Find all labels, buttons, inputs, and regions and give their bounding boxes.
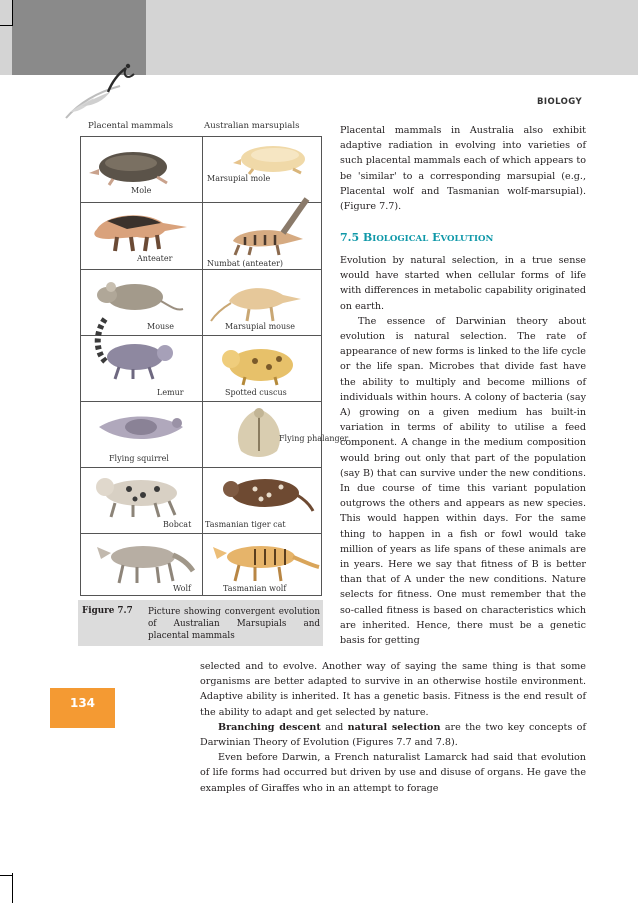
paragraph-2: The essence of Darwinian theory about evolution is natural selection. The rate of appearance of new forms is linked to the life cycle or the life span. Microbes that divide fast have the ability to multiply and become millions of individuals within hours. A colony of bacteria (say A) growing on a given medium has built-in variation in terms of ability to utilise a feed component. A change in the medium composition would bring out only that part of the population (say B) that can survive under the new conditions. In due course of time this variant population outgrows the others and appears as new species. This would happen within days. For the same thing to happen in a fish or fowl would take million of years as life spans of these animals are in years. Here we say that fitness of B is better than that of A under the new conditions. Nature selects for fitness. One must remember that the so-called fitness is based on characteristics which are inherited. Hence, there must be a genetic basis for getting (340, 315, 586, 647)
crop-mark (0, 25, 12, 26)
marsupial-label-tasmanian-tiger-cat: Tasmanian tiger cat (205, 520, 286, 529)
spotted-cuscus-illustration (215, 341, 311, 387)
figure-row-divider (81, 467, 321, 468)
paragraph-1: Evolution by natural selection, in a true sense would have started when cellular forms of life with differences in metabolic capability originated on earth. (340, 255, 586, 312)
figure-divider (202, 137, 203, 595)
flying-phalanger-illustration (227, 405, 291, 461)
section-title-rest1: IOLOGICAL (372, 234, 429, 244)
marsupial-label-numbat: Numbat (anteater) (207, 259, 284, 268)
paragraph-3-and: and (320, 721, 348, 733)
paragraph-4: Even before Darwin, a French naturalist Lamarck had said that evolution of life forms had occurred but driven by use and disuse of organs. He gave the examples of Giraffes who in an attempt to forage (200, 752, 586, 794)
intro-paragraph: Placental mammals in Australia also exhibit adaptive radiation in evolving into varieties of such placental mammals each of which appears to be 'similar' to a corresponding marsupial (e.g., Placental wolf and Tasmanian wolf-marsupial). (Figure 7.7). (340, 125, 586, 213)
lemur-illustration (89, 313, 179, 383)
tasmanian-wolf-illustration (205, 537, 321, 583)
marsupial-mole-illustration (231, 141, 317, 175)
bobcat-illustration (85, 471, 195, 521)
section-title-rest2: VOLUTION (440, 234, 494, 244)
marsupial-label-marsupial-mouse: Marsupial mouse (225, 322, 295, 331)
placental-label-anteater: Anteater (137, 254, 173, 263)
mole-illustration (87, 143, 179, 187)
paragraph-3-rest: are the two key concepts of Darwinian Theory of Evolution (Figures 7.7 and 7.8). (200, 721, 586, 749)
running-head: BIOLOGY (537, 97, 582, 107)
paragraph-2-continued: selected and to evolve. Another way of saying the same thing is that some organisms are better adapted to survive in an otherwise hostile environment. Adaptive ability is inherited. It has a genetic basis. Fitness is the end result of the ability to adapt and get selected by nature. (200, 661, 586, 718)
mouse-illustration (91, 277, 185, 317)
wolf-illustration (87, 537, 195, 587)
placental-label-wolf: Wolf (173, 584, 192, 593)
marsupial-label-flying-phalanger: Flying phalanger (279, 434, 349, 443)
right-column-body (340, 253, 586, 648)
flying-squirrel-illustration (91, 409, 191, 449)
section-title-e: E (432, 231, 441, 244)
marsupial-label-spotted-cuscus: Spotted cuscus (225, 388, 287, 397)
figure-row-divider (81, 533, 321, 534)
marsupial-label-tasmanian-wolf: Tasmanian wolf (223, 584, 287, 593)
paragraph-3 (200, 720, 586, 750)
term-natural-selection: natural selection (347, 721, 441, 733)
section-heading (340, 231, 493, 244)
marsupial-header: Australian marsupials (204, 121, 300, 131)
figure-caption: Picture showing convergent evolution of Australian Marsupials and placental mammals (148, 607, 320, 641)
figure-number: Figure 7.7 (82, 606, 133, 616)
placental-label-flying-squirrel: Flying squirrel (109, 454, 169, 463)
placental-label-mouse: Mouse (147, 322, 174, 331)
placental-label-lemur: Lemur (157, 388, 184, 397)
marsupial-label-marsupial-mole: Marsupial mole (207, 174, 271, 183)
crop-mark (0, 875, 12, 876)
term-branching-descent: Branching descent (218, 721, 321, 733)
section-title-b: B (362, 231, 373, 244)
figure-row-divider (81, 401, 321, 402)
bottom-text (200, 659, 586, 796)
figure-row-divider (81, 269, 321, 270)
crop-mark (12, 873, 13, 903)
tasmanian-tiger-cat-illustration (215, 471, 315, 517)
feather-logo-icon (60, 62, 140, 120)
placental-header: Placental mammals (88, 121, 173, 131)
anteater-illustration (87, 207, 191, 255)
convergent-evolution-figure (80, 136, 349, 596)
numbat-illustration (221, 195, 321, 259)
placental-label-mole: Mole (131, 186, 152, 195)
placental-label-bobcat: Bobcat (163, 520, 192, 529)
figure-headers (78, 121, 322, 135)
section-number: 7.5 (340, 231, 360, 244)
marsupial-mouse-illustration (209, 275, 319, 325)
right-column (340, 123, 586, 214)
crop-mark (12, 0, 13, 26)
page-number: 134 (69, 696, 96, 710)
